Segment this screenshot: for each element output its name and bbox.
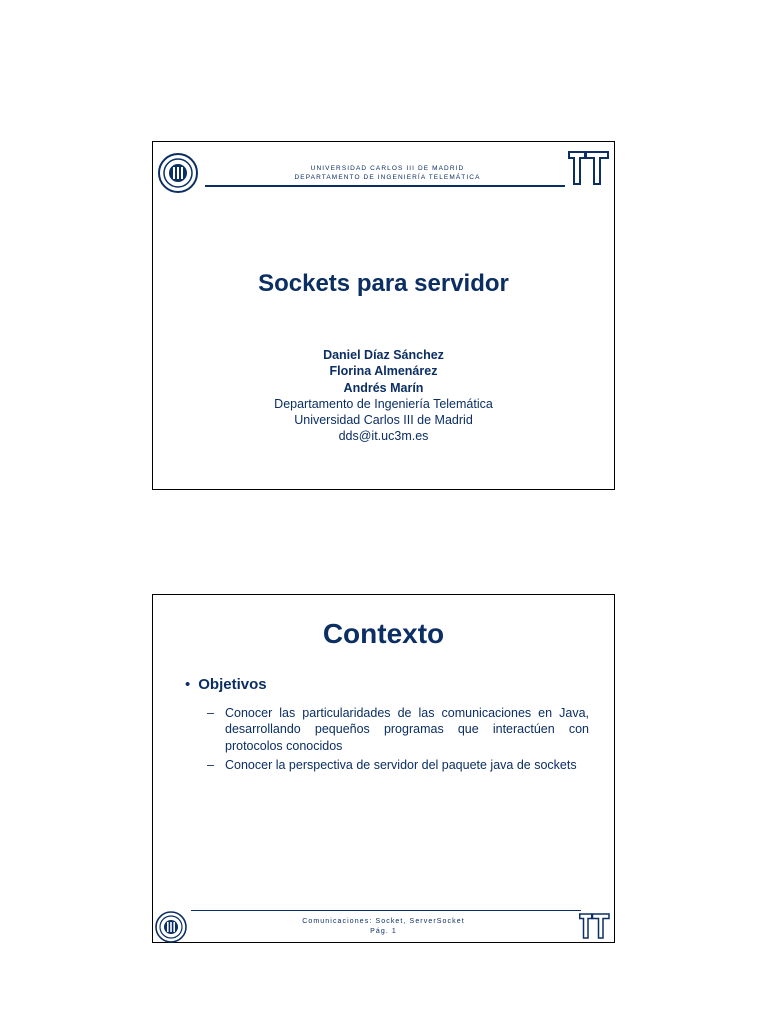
university-seal-icon: [158, 153, 198, 193]
footer-text: [153, 917, 614, 937]
contact-email: dds@it.uc3m.es: [338, 429, 429, 444]
bullet-item: [185, 676, 267, 693]
sub-bullet-text: Conocer las particularidades de las comunicaciones en Java, desarrollando pequeños programas que interactúen con protocolos conocidos: [225, 706, 589, 753]
bullet-icon: •: [185, 676, 191, 693]
sub-bullet-text: Conocer la perspectiva de servidor del paquete java de sockets: [225, 758, 577, 772]
sub-bullet-item: [209, 705, 589, 754]
dash-icon: –: [207, 706, 214, 720]
header-university: UNIVERSIDAD CARLOS III DE MADRID: [310, 165, 465, 172]
header-divider: [205, 185, 565, 187]
author-name: Daniel Díaz Sánchez: [323, 348, 444, 362]
title-slide: [152, 141, 615, 490]
header-department: DEPARTAMENTO DE INGENIERÍA TELEMÁTICA: [294, 174, 481, 181]
university-name: Universidad Carlos III de Madrid: [294, 413, 473, 428]
department-logo-icon: [566, 148, 610, 188]
content-slide: [152, 594, 615, 943]
footer-divider: [191, 910, 581, 911]
sub-bullet-item: [209, 757, 589, 773]
slide-title: Contexto: [322, 618, 445, 649]
author-block: [153, 347, 614, 445]
author-name: Florina Almenárez: [329, 364, 438, 379]
department-logo-icon: [576, 911, 612, 941]
header-text: [205, 164, 570, 182]
footer-course: Comunicaciones: Socket, ServerSocket: [302, 918, 465, 925]
page-number: Pág. 1: [370, 928, 397, 935]
slide-title: Sockets para servidor: [258, 270, 509, 297]
bullet-label: Objetivos: [198, 676, 267, 693]
department-name: Departamento de Ingeniería Telemática: [274, 396, 493, 411]
dash-icon: –: [207, 758, 214, 772]
author-name: Andrés Marín: [343, 380, 424, 395]
